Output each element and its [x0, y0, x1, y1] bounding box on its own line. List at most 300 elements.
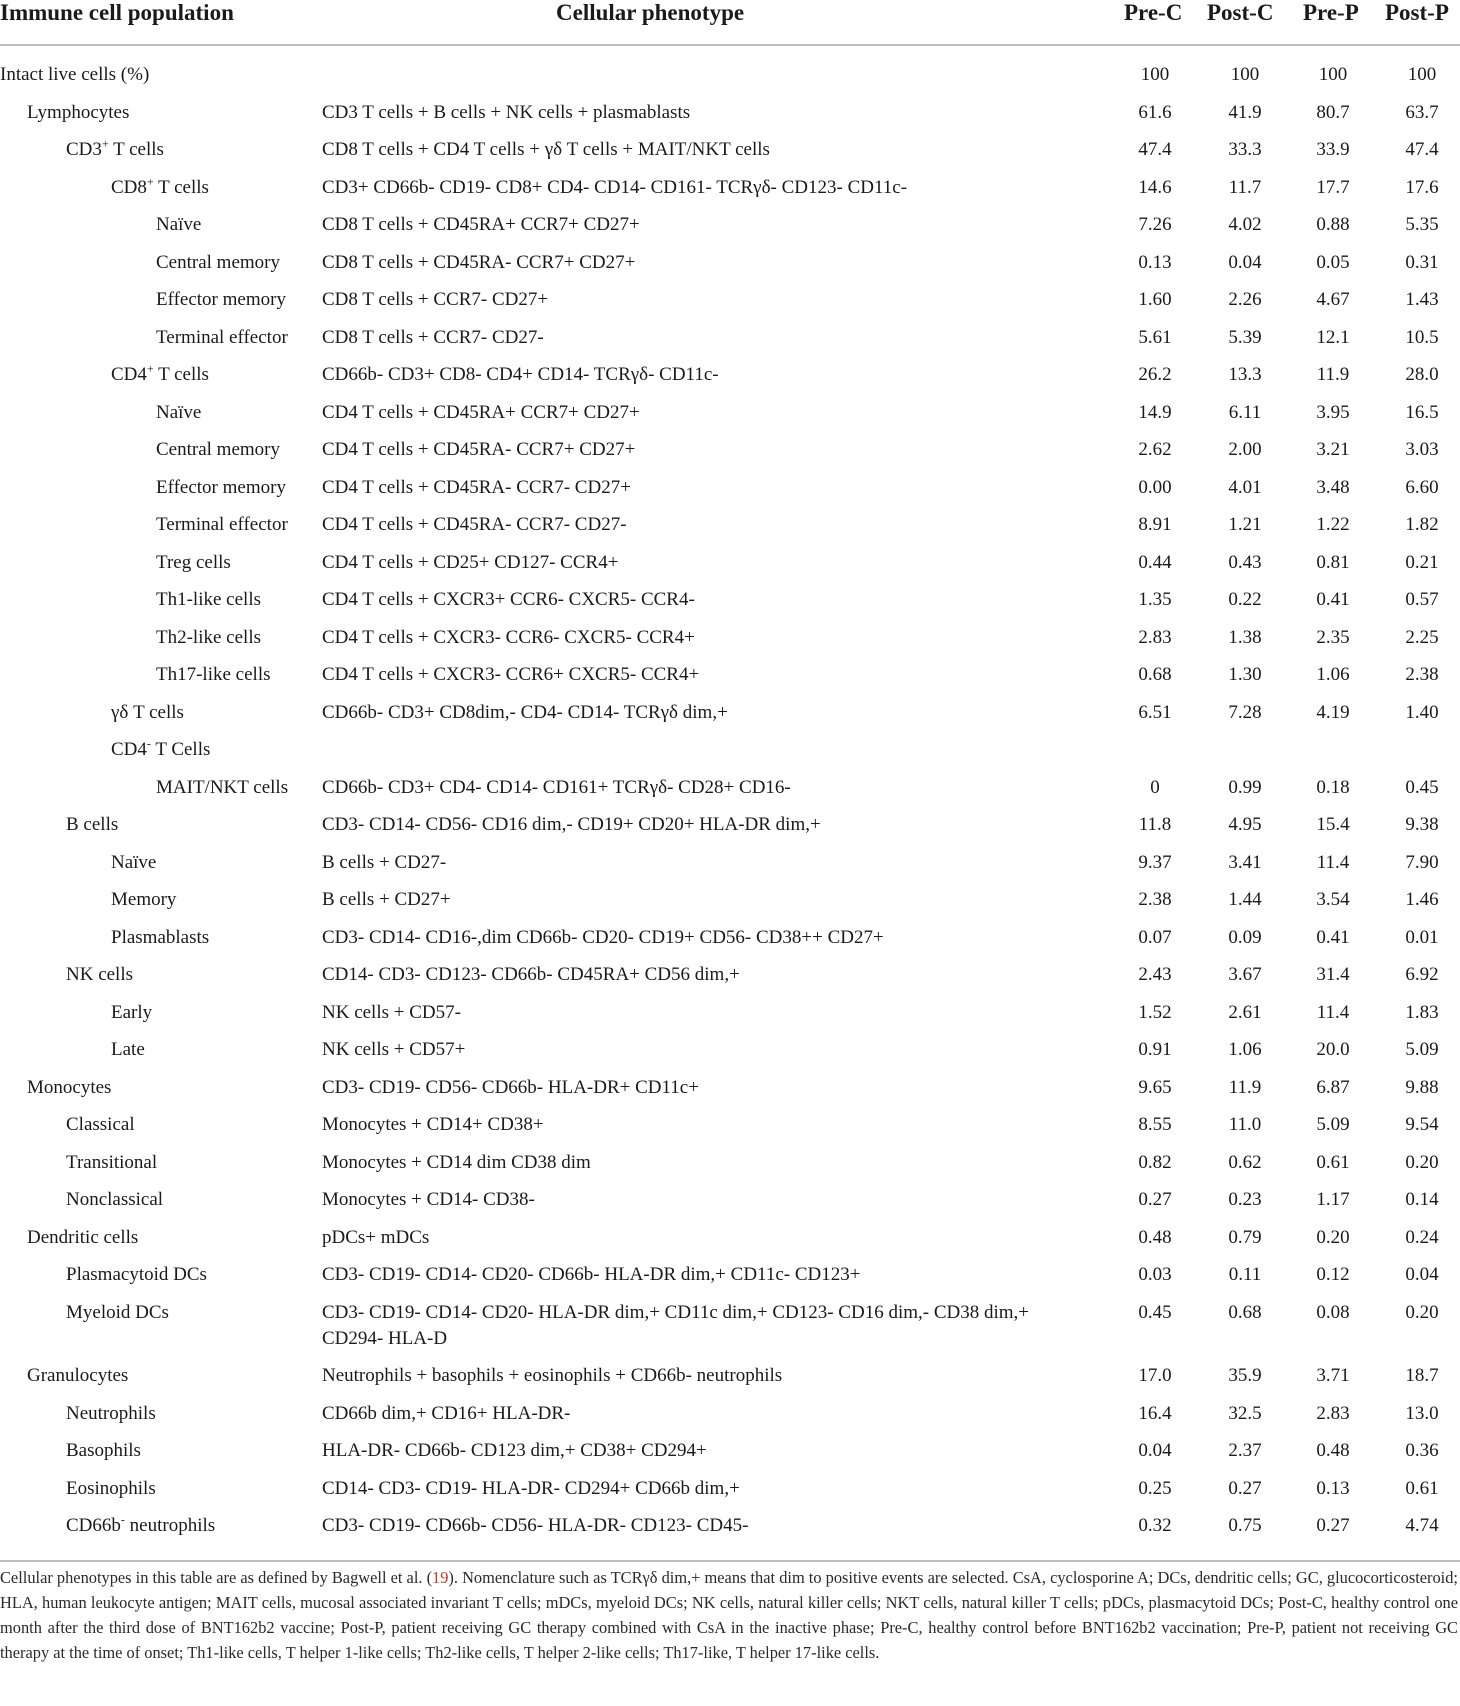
cell-pre-p: 0.27: [1316, 1515, 1350, 1536]
cell-pre-p: 5.09: [1316, 1114, 1350, 1135]
population-label: γδ T cells: [111, 701, 184, 723]
cell-post-c: 35.9: [1228, 1365, 1262, 1386]
population-label: B cells: [66, 814, 119, 835]
cell-population: [156, 512, 288, 538]
cell-post-p: 16.5: [1405, 401, 1439, 423]
cell-post-p: 9.54: [1405, 1114, 1439, 1135]
population-label: Monocytes: [27, 1076, 112, 1098]
cell-pre-c: 11.8: [1138, 814, 1172, 835]
population-label: CD66b: [66, 1515, 121, 1536]
cell-pre-c: 8.55: [1138, 1114, 1172, 1135]
bottom-rule: [0, 1560, 1460, 1562]
cell-phenotype: [322, 737, 1067, 763]
cell-post-c: 3.67: [1228, 964, 1262, 985]
table-row: [0, 1108, 1460, 1146]
cell-population: [111, 175, 209, 201]
cell-population: [111, 887, 176, 913]
cell-pre-c: 0.91: [1138, 1039, 1172, 1060]
cell-population: [156, 587, 261, 613]
cell-pre-p: 3.71: [1316, 1365, 1350, 1386]
cell-population: [156, 775, 288, 801]
table-row: [0, 733, 1460, 771]
cell-population: [27, 1075, 111, 1101]
cell-phenotype: CD4 T cells + CD25+ CD127- CCR4+: [322, 551, 619, 573]
cell-post-p: 0.36: [1405, 1440, 1439, 1461]
cell-population: [111, 737, 210, 763]
cell-post-p: 17.6: [1405, 176, 1439, 198]
cell-post-c: 2.37: [1228, 1440, 1262, 1461]
table-row: [0, 96, 1460, 134]
population-label: Central memory: [156, 439, 280, 460]
cell-pre-p: 12.1: [1316, 326, 1350, 348]
cell-population: [156, 325, 288, 351]
cell-post-p: 100: [1407, 64, 1437, 85]
cell-pre-c: 1.35: [1138, 589, 1172, 610]
cell-post-c: 0.11: [1228, 1264, 1262, 1285]
cell-population: [66, 137, 164, 163]
cell-pre-p: 0.20: [1316, 1226, 1350, 1248]
cell-post-c: 0.27: [1228, 1477, 1262, 1499]
population-label: Effector memory: [156, 476, 286, 498]
cell-pre-c: 2.83: [1138, 626, 1172, 648]
cell-population: [111, 1000, 152, 1026]
cell-pre-c: 14.6: [1138, 176, 1172, 198]
cell-post-c: 2.26: [1228, 289, 1262, 310]
cell-pre-c: 6.51: [1138, 701, 1172, 723]
cell-post-c: 0.23: [1228, 1189, 1262, 1210]
table-row: [0, 1071, 1460, 1109]
cell-post-p: 6.92: [1405, 964, 1439, 985]
cell-pre-p: 33.9: [1316, 139, 1350, 160]
cell-post-p: 0.31: [1405, 251, 1439, 273]
cell-post-c: 5.39: [1228, 326, 1262, 348]
cell-post-p: 1.43: [1405, 289, 1439, 310]
population-label: Naïve: [111, 851, 157, 873]
population-label: Naïve: [156, 214, 202, 235]
cell-pre-c: 2.38: [1138, 889, 1172, 910]
cell-phenotype: CD3- CD19- CD66b- CD56- HLA-DR- CD123- CD45-: [322, 1515, 749, 1536]
cell-pre-p: 0.41: [1316, 926, 1350, 948]
table-row: [0, 283, 1460, 321]
table-row: [0, 433, 1460, 471]
table-row: [0, 958, 1460, 996]
cell-post-p: 47.4: [1405, 139, 1439, 160]
cell-phenotype: CD4 T cells + CD45RA- CCR7- CD27-: [322, 514, 627, 535]
cell-phenotype: CD4 T cells + CXCR3- CCR6- CXCR5- CCR4+: [322, 626, 695, 648]
cell-post-p: 2.38: [1405, 664, 1439, 685]
cell-post-p: 7.90: [1405, 851, 1439, 873]
cell-pre-c: 0.25: [1138, 1477, 1172, 1499]
cell-pre-p: 17.7: [1316, 176, 1350, 198]
cell-pre-c: 1.60: [1138, 289, 1172, 310]
cell-post-c: 41.9: [1228, 101, 1262, 123]
population-label: Plasmacytoid DCs: [66, 1264, 207, 1285]
population-superscript: -: [146, 736, 151, 751]
table-row: [0, 921, 1460, 959]
cell-post-c: 6.11: [1228, 401, 1262, 423]
population-label: Th1-like cells: [156, 589, 261, 610]
cell-pre-c: 7.26: [1138, 214, 1172, 235]
table-row: [0, 771, 1460, 809]
cell-pre-p: 31.4: [1316, 964, 1350, 985]
cell-phenotype: CD3- CD19- CD56- CD66b- HLA-DR+ CD11c+: [322, 1076, 699, 1098]
population-label: Th2-like cells: [156, 626, 261, 648]
cell-post-p: 9.38: [1405, 814, 1439, 835]
cell-phenotype: CD66b- CD3+ CD8- CD4+ CD14- TCRγδ- CD11c-: [322, 364, 719, 385]
cell-post-p: 9.88: [1405, 1076, 1439, 1098]
cell-post-p: 0.45: [1405, 776, 1439, 798]
header-rule: [0, 44, 1460, 46]
table-row: [0, 1033, 1460, 1071]
cell-phenotype: CD3 T cells + B cells + NK cells + plasmablasts: [322, 101, 691, 123]
population-label: Plasmablasts: [111, 926, 210, 948]
header-pre-c: Pre-C: [1124, 0, 1183, 25]
cell-phenotype: CD66b dim,+ CD16+ HLA-DR-: [322, 1402, 571, 1424]
cell-pre-c: 26.2: [1138, 364, 1172, 385]
cell-phenotype: CD8 T cells + CD45RA+ CCR7+ CD27+: [322, 214, 640, 235]
population-label: Memory: [111, 889, 177, 910]
population-suffix: T cells: [153, 176, 209, 198]
cell-phenotype: NK cells + CD57+: [322, 1039, 466, 1060]
population-label: CD3: [66, 139, 102, 160]
population-label: Central memory: [156, 251, 280, 273]
cell-post-p: 63.7: [1405, 101, 1439, 123]
cell-pre-c: 0.68: [1138, 664, 1172, 685]
cell-post-p: 4.74: [1405, 1515, 1439, 1536]
cell-pre-c: 5.61: [1138, 326, 1172, 348]
cell-pre-c: 9.37: [1138, 851, 1172, 873]
population-label: Early: [111, 1001, 153, 1023]
cell-phenotype: CD66b- CD3+ CD8dim,- CD4- CD14- TCRγδ dim,+: [322, 701, 728, 723]
cell-post-c: 3.41: [1228, 851, 1262, 873]
population-label: Nonclassical: [66, 1189, 164, 1210]
population-label: Th17-like cells: [156, 664, 271, 685]
cell-population: [111, 925, 209, 951]
table-row: [0, 471, 1460, 509]
table-row: [0, 171, 1460, 209]
cell-pre-c: 0.44: [1138, 551, 1172, 573]
cell-pre-c: 1.52: [1138, 1001, 1172, 1023]
cell-pre-p: 0.48: [1316, 1440, 1350, 1461]
population-label: Terminal effector: [156, 514, 288, 535]
cell-pre-c: 16.4: [1138, 1402, 1172, 1424]
population-suffix: T cells: [108, 139, 164, 160]
cell-pre-c: 17.0: [1138, 1365, 1172, 1386]
cell-population: [66, 1438, 141, 1464]
cell-post-p: 5.35: [1405, 214, 1439, 235]
table-row: [0, 808, 1460, 846]
cell-post-p: 1.40: [1405, 701, 1439, 723]
cell-population: [66, 1401, 156, 1427]
table-row: [0, 508, 1460, 546]
table-row: [0, 396, 1460, 434]
cell-post-p: 10.5: [1405, 326, 1439, 348]
cell-phenotype: CD3- CD19- CD14- CD20- CD66b- HLA-DR dim,+ CD11c- CD123+: [322, 1264, 861, 1285]
population-label: Treg cells: [156, 551, 231, 573]
cell-pre-c: 0.45: [1138, 1301, 1172, 1323]
population-label: Effector memory: [156, 289, 286, 310]
population-superscript: +: [146, 361, 154, 376]
cell-population: [66, 1476, 156, 1502]
table-row: [0, 546, 1460, 584]
cell-post-p: 18.7: [1405, 1365, 1439, 1386]
cell-pre-c: 0.00: [1138, 476, 1172, 498]
cell-pre-c: 0.13: [1138, 251, 1172, 273]
footnote-text-b: ). Nomenclature such as TCRγδ dim,+ means that dim to positive events are selected. CsA, cyclosporine A; DCs, dendritic cells; GC, glucocorticosteroid; HLA, human leukocyte antigen; MAIT cells, mucosal associated invariant T cells; mDCs, myeloid DCs; NK cells, natural killer cells; NKT cells, natural killer T cells; pDCs, plasmacytoid DCs; Post-C, healthy control one month after the third dose of BNT162b2 vaccine; Post-P, patient receiving GC therapy combined with CsA in the inactive phase; Pre-C, healthy control before BNT162b2 vaccination; Pre-P, patient not receiving GC therapy at the time of onset; Th1-like cells, T helper 1-like cells; Th2-like cells, T helper 2-like cells; Th17-like, T helper 17-like cells.: [0, 1568, 1458, 1662]
table-body: [0, 58, 1460, 1547]
cell-pre-p: 4.67: [1316, 289, 1350, 310]
population-label: Naïve: [156, 401, 202, 423]
cell-phenotype: HLA-DR- CD66b- CD123 dim,+ CD38+ CD294+: [322, 1440, 707, 1461]
cell-population: [66, 1150, 157, 1176]
cell-post-p: 13.0: [1405, 1402, 1439, 1424]
population-superscript: +: [101, 136, 109, 151]
table-footnote: [0, 1565, 1458, 1665]
cell-pre-c: 14.9: [1138, 401, 1172, 423]
cell-post-c: 11.9: [1228, 1076, 1262, 1098]
cell-post-p: 6.60: [1405, 476, 1439, 498]
cell-pre-p: 11.9: [1316, 364, 1350, 385]
population-label: Myeloid DCs: [66, 1301, 169, 1323]
cell-pre-c: 9.65: [1138, 1076, 1172, 1098]
cell-phenotype: CD3- CD19- CD14- CD20- HLA-DR dim,+ CD11c dim,+ CD123- CD16 dim,- CD38 dim,+ CD294- HLA-D: [322, 1301, 1029, 1349]
cell-phenotype: CD4 T cells + CD45RA- CCR7- CD27+: [322, 476, 631, 498]
cell-pre-c: 0.03: [1138, 1264, 1172, 1285]
cell-phenotype: NK cells + CD57-: [322, 1001, 461, 1023]
table-row: [0, 133, 1460, 171]
header-phenotype: Cellular phenotype: [556, 0, 745, 25]
table-row: [0, 658, 1460, 696]
cell-post-c: 7.28: [1228, 701, 1262, 723]
cell-phenotype: CD8 T cells + CCR7- CD27+: [322, 289, 549, 310]
cell-pre-p: 0.41: [1316, 589, 1350, 610]
header-post-c: Post-C: [1207, 0, 1274, 25]
table-row: [0, 58, 1460, 96]
table-row: [0, 208, 1460, 246]
cell-population: [156, 212, 201, 238]
cell-post-p: 0.04: [1405, 1264, 1439, 1285]
cell-pre-c: 100: [1140, 64, 1170, 85]
cell-phenotype: CD3- CD14- CD16-,dim CD66b- CD20- CD19+ CD56- CD38++ CD27+: [322, 926, 884, 948]
cell-post-c: 1.38: [1228, 626, 1262, 648]
table-row: [0, 883, 1460, 921]
cell-pre-c: 8.91: [1138, 514, 1172, 535]
cell-phenotype: CD3- CD14- CD56- CD16 dim,- CD19+ CD20+ HLA-DR dim,+: [322, 814, 821, 835]
cell-post-c: 0.75: [1228, 1515, 1262, 1536]
cell-post-c: 0.43: [1228, 551, 1262, 573]
cell-pre-p: 2.83: [1316, 1402, 1350, 1424]
table-row: [0, 1434, 1460, 1472]
cell-population: [156, 287, 286, 313]
cell-phenotype: CD66b- CD3+ CD4- CD14- CD161+ TCRγδ- CD28+ CD16-: [322, 776, 791, 798]
population-label: Terminal effector: [156, 326, 288, 348]
cell-pre-c: 47.4: [1138, 139, 1172, 160]
cell-pre-p: 3.21: [1316, 439, 1350, 460]
cell-post-p: 0.01: [1405, 926, 1439, 948]
header-post-p: Post-P: [1385, 0, 1449, 25]
cell-post-p: 3.03: [1405, 439, 1439, 460]
cell-phenotype: Monocytes + CD14 dim CD38 dim: [322, 1151, 591, 1173]
table-row: [0, 1258, 1460, 1296]
cell-phenotype: CD8 T cells + CD45RA- CCR7+ CD27+: [322, 251, 636, 273]
cell-pre-p: 0.18: [1316, 776, 1350, 798]
table-header: [0, 0, 1460, 44]
table-row: [0, 246, 1460, 284]
population-label: Lymphocytes: [27, 101, 130, 123]
cell-pre-p: 3.95: [1316, 401, 1350, 423]
cell-phenotype: CD14- CD3- CD19- HLA-DR- CD294+ CD66b dim,+: [322, 1477, 740, 1499]
cell-post-p: 1.82: [1405, 514, 1439, 535]
cell-population: [27, 1225, 138, 1251]
cell-post-p: 5.09: [1405, 1039, 1439, 1060]
cell-population: [156, 250, 280, 276]
cell-post-p: 1.83: [1405, 1001, 1439, 1023]
cell-post-c: 0.04: [1228, 251, 1262, 273]
table-row: [0, 321, 1460, 359]
cell-pre-c: 0.82: [1138, 1151, 1172, 1173]
cell-post-c: 0.79: [1228, 1226, 1262, 1248]
cell-phenotype: CD4 T cells + CD45RA+ CCR7+ CD27+: [322, 401, 640, 423]
cell-post-c: 100: [1230, 64, 1260, 85]
cell-population: [111, 362, 209, 388]
table-row: [0, 358, 1460, 396]
cell-post-p: 0.20: [1405, 1301, 1439, 1323]
cell-post-c: 0.62: [1228, 1151, 1262, 1173]
cell-post-p: 0.20: [1405, 1151, 1439, 1173]
table-row: [0, 996, 1460, 1034]
footnote-reference-link[interactable]: 19: [432, 1568, 449, 1587]
cell-population: [111, 700, 184, 726]
table-row: [0, 1296, 1460, 1360]
cell-post-c: 1.30: [1228, 664, 1262, 685]
cell-pre-c: 0: [1150, 776, 1160, 798]
cell-post-c: 1.44: [1228, 889, 1262, 910]
cell-pre-c: 2.62: [1138, 439, 1172, 460]
table-row: [0, 1359, 1460, 1397]
population-label: CD4: [111, 364, 147, 385]
population-suffix: neutrophils: [124, 1515, 216, 1536]
cell-post-p: 2.25: [1405, 626, 1439, 648]
cell-post-c: 0.68: [1228, 1301, 1262, 1323]
cell-post-c: 1.21: [1228, 514, 1262, 535]
cell-pre-c: 0.48: [1138, 1226, 1172, 1248]
cell-pre-p: 6.87: [1316, 1076, 1350, 1098]
cell-phenotype: CD8 T cells + CD4 T cells + γδ T cells + MAIT/NKT cells: [322, 139, 770, 160]
cell-pre-p: 0.88: [1316, 214, 1350, 235]
cell-post-c: 32.5: [1228, 1402, 1262, 1424]
cell-post-c: 4.02: [1228, 214, 1262, 235]
cell-pre-p: 1.22: [1316, 514, 1350, 535]
cell-post-p: 0.61: [1405, 1477, 1439, 1499]
cell-population: [0, 62, 149, 88]
cell-population: [156, 662, 271, 688]
cell-post-p: 1.46: [1405, 889, 1439, 910]
cell-population: [156, 475, 286, 501]
population-label: Intact live cells (%): [0, 64, 150, 85]
cell-pre-p: 0.12: [1316, 1264, 1350, 1285]
cell-pre-p: 1.06: [1316, 664, 1350, 685]
cell-population: [111, 850, 156, 876]
cell-pre-p: 0.81: [1316, 551, 1350, 573]
cell-phenotype: CD4 T cells + CXCR3- CCR6+ CXCR5- CCR4+: [322, 664, 700, 685]
cell-post-c: 4.95: [1228, 814, 1262, 835]
cell-pre-p: 0.61: [1316, 1151, 1350, 1173]
cell-pre-p: 0.05: [1316, 251, 1350, 273]
cell-post-c: 33.3: [1228, 139, 1262, 160]
header-population: Immune cell population: [0, 0, 234, 25]
cell-phenotype: [322, 62, 1067, 88]
cell-population: [66, 1300, 169, 1326]
cell-post-c: 2.00: [1228, 439, 1262, 460]
cell-pre-p: 0.13: [1316, 1477, 1350, 1499]
population-superscript: -: [120, 1512, 125, 1527]
cell-population: [66, 812, 118, 838]
cell-post-c: 0.09: [1228, 926, 1262, 948]
cell-pre-p: 100: [1318, 64, 1348, 85]
table-row: [0, 583, 1460, 621]
footnote-text-a: Cellular phenotypes in this table are as defined by Bagwell et al. (: [0, 1568, 433, 1587]
cell-phenotype: Monocytes + CD14- CD38-: [322, 1189, 535, 1210]
table-row: [0, 696, 1460, 734]
cell-pre-c: 0.27: [1138, 1189, 1172, 1210]
cell-phenotype: CD8 T cells + CCR7- CD27-: [322, 326, 544, 348]
cell-pre-c: 0.32: [1138, 1515, 1172, 1536]
cell-phenotype: CD4 T cells + CXCR3+ CCR6- CXCR5- CCR4-: [322, 589, 695, 610]
cell-phenotype: B cells + CD27+: [322, 889, 451, 910]
cell-post-c: 11.0: [1228, 1114, 1262, 1135]
table-row: [0, 1183, 1460, 1221]
cell-population: [66, 1187, 163, 1213]
cell-pre-c: 0.04: [1138, 1440, 1172, 1461]
cell-post-p: 0.21: [1405, 551, 1439, 573]
cell-phenotype: Monocytes + CD14+ CD38+: [322, 1114, 544, 1135]
cell-pre-p: 20.0: [1316, 1039, 1350, 1060]
table-row: [0, 621, 1460, 659]
population-superscript: +: [146, 174, 154, 189]
population-label: Classical: [66, 1114, 135, 1135]
cell-post-c: 4.01: [1228, 476, 1262, 498]
cell-pre-p: 3.54: [1316, 889, 1350, 910]
cell-post-p: 0.57: [1405, 589, 1439, 610]
cell-population: [66, 962, 133, 988]
cell-post-p: 28.0: [1405, 364, 1439, 385]
table-row: [0, 846, 1460, 884]
header-pre-p: Pre-P: [1303, 0, 1359, 25]
cell-population: [111, 1037, 145, 1063]
population-label: CD8: [111, 176, 147, 198]
cell-population: [27, 1363, 128, 1389]
cell-population: [66, 1262, 207, 1288]
cell-phenotype: Neutrophils + basophils + eosinophils + CD66b- neutrophils: [322, 1365, 783, 1386]
population-suffix: T cells: [153, 364, 209, 385]
cell-population: [66, 1112, 135, 1138]
cell-population: [156, 437, 280, 463]
cell-phenotype: B cells + CD27-: [322, 851, 447, 873]
population-suffix: T Cells: [150, 739, 211, 760]
cell-pre-p: 4.19: [1316, 701, 1350, 723]
cell-pre-p: 3.48: [1316, 476, 1350, 498]
cell-post-c: 1.06: [1228, 1039, 1262, 1060]
cell-pre-p: 11.4: [1316, 1001, 1350, 1023]
cell-post-c: 13.3: [1228, 364, 1262, 385]
table-row: [0, 1472, 1460, 1510]
table-row: [0, 1146, 1460, 1184]
cell-phenotype: CD14- CD3- CD123- CD66b- CD45RA+ CD56 dim,+: [322, 964, 740, 985]
cell-pre-c: 0.07: [1138, 926, 1172, 948]
cell-phenotype: CD3+ CD66b- CD19- CD8+ CD4- CD14- CD161- TCRγδ- CD123- CD11c-: [322, 176, 908, 198]
cell-post-p: 0.14: [1405, 1189, 1439, 1210]
cell-population: [156, 400, 201, 426]
